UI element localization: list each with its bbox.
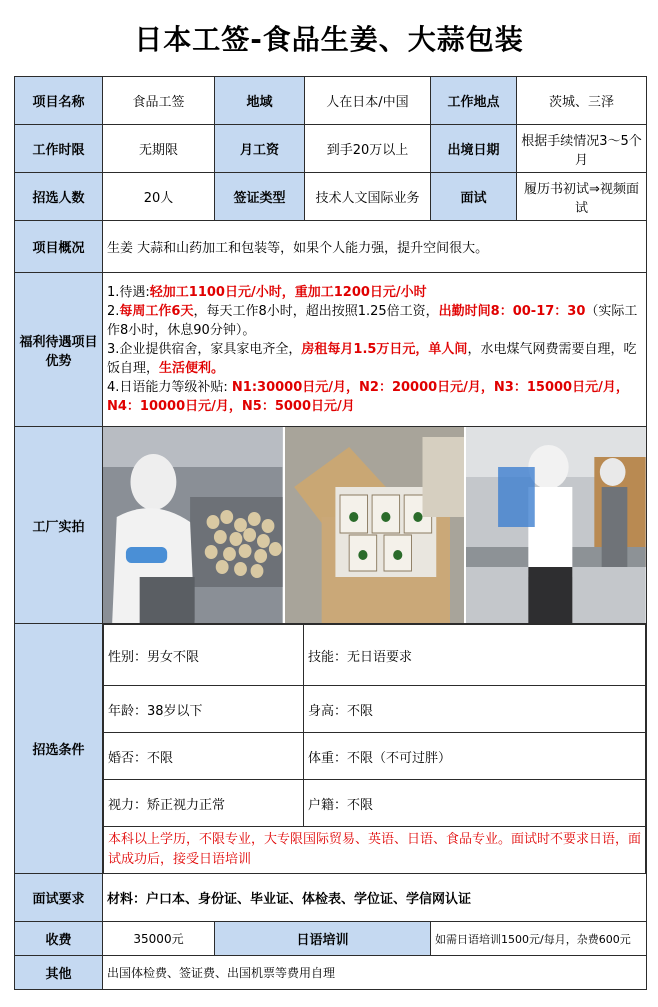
condition-weight: 体重：不限（不可过胖） (304, 733, 646, 780)
label-benefits: 福利待遇项目优势 (15, 273, 103, 427)
benefit-4-allowance: N1:30000日元/月，N2：20000日元/月，N3：15000日元/月，N4：10000日元/月，N5：5000日元/月 (107, 380, 629, 414)
value-other: 出国体检费、签证费、出国机票等费用自理 (103, 956, 647, 990)
factory-photos (103, 427, 647, 624)
label-overview: 项目概况 (15, 221, 103, 273)
benefit-2-time: 出勤时间8：00-17：30 (438, 304, 586, 319)
overview-text: 生姜 大蒜和山药加工和包装等，如果个人能力强，提升空间很大。 (103, 221, 647, 273)
benefit-3-rent: 房租每月1.5万日元，单人间 (301, 342, 468, 357)
label-factory: 工厂实拍 (15, 427, 103, 624)
row-benefits (15, 273, 647, 427)
label-fee: 收费 (15, 922, 103, 956)
page-title: 日本工签-食品生姜、大蒜包装 (134, 23, 524, 56)
label-other: 其他 (15, 956, 103, 990)
value-training: 如需日语培训1500元/每月，杂费600元 (431, 922, 647, 956)
label-headcount: 招选人数 (15, 173, 103, 221)
condition-height: 身高：不限 (304, 686, 646, 733)
benefit-4-prefix: 4.日语能力等级补贴: (107, 380, 232, 395)
row-overview (15, 221, 647, 273)
factory-photo-packing-line (466, 427, 646, 623)
value-work-period: 无期限 (103, 125, 215, 173)
benefit-3-convenient: 生活便利。 (159, 361, 225, 376)
value-headcount: 20人 (103, 173, 215, 221)
benefit-3-utilities: ，水电煤气网费需要自理，吃饭自理， (107, 342, 637, 376)
value-fee: 35000元 (103, 922, 215, 956)
label-training: 日语培训 (215, 922, 431, 956)
row-period (15, 125, 647, 173)
label-work-location: 工作地点 (431, 77, 517, 125)
condition-marriage: 婚否：不限 (104, 733, 304, 780)
conditions-grid (103, 624, 646, 873)
job-info-table (14, 76, 647, 990)
row-factory (15, 427, 647, 624)
benefit-2-hours: ，每天工作8小时，超出按照1.25倍工资， (193, 304, 439, 319)
label-interview: 面试 (431, 173, 517, 221)
label-visa-type: 签证类型 (215, 173, 305, 221)
row-interview-req (15, 874, 647, 922)
value-departure: 根据手续情况3～5个月 (517, 125, 647, 173)
benefit-3-dorm: 3.企业提供宿舍，家具家电齐全， (107, 342, 302, 357)
value-interview: 履历书初试⇒视频面试 (517, 173, 647, 221)
value-region: 人在日本/中国 (305, 77, 431, 125)
factory-photo-packed-boxes (285, 427, 467, 623)
conditions-cell (103, 624, 647, 874)
benefits-text (103, 273, 647, 427)
condition-age: 年龄：38岁以下 (104, 686, 304, 733)
benefit-1-prefix: 1.待遇: (107, 285, 150, 300)
row-conditions (15, 624, 647, 874)
row-other (15, 956, 647, 990)
benefit-2-break: （实际工作8小时，休息90分钟）。 (107, 304, 638, 338)
label-interview-req: 面试要求 (15, 874, 103, 922)
label-conditions: 招选条件 (15, 624, 103, 874)
row-headcount (15, 173, 647, 221)
value-project-name: 食品工签 (103, 77, 215, 125)
value-salary: 到手20万以上 (305, 125, 431, 173)
benefit-2-prefix: 2. (107, 304, 120, 319)
benefit-1-wage: 轻加工1100日元/小时，重加工1200日元/小时 (149, 285, 427, 300)
row-fee (15, 922, 647, 956)
condition-skill: 技能：无日语要求 (304, 625, 646, 686)
condition-education-note: 本科以上学历，不限专业，大专限国际贸易、英语、日语、食品专业。面试时不要求日语，面试成功后，接受日语培训 (104, 827, 646, 874)
value-work-location: 茨城、三泽 (517, 77, 647, 125)
row-project (15, 77, 647, 125)
label-project-name: 项目名称 (15, 77, 103, 125)
condition-vision: 视力：矫正视力正常 (104, 780, 304, 827)
benefit-2-days: 每周工作6天 (119, 304, 194, 319)
interview-materials: 材料：户口本、身份证、毕业证、体检表、学位证、学信网认证 (103, 874, 647, 922)
label-departure: 出境日期 (431, 125, 517, 173)
label-region: 地域 (215, 77, 305, 125)
label-salary: 月工资 (215, 125, 305, 173)
label-work-period: 工作时限 (15, 125, 103, 173)
factory-photo-garlic-sorting (103, 427, 285, 623)
condition-hukou: 户籍：不限 (304, 780, 646, 827)
condition-gender: 性别：男女不限 (104, 625, 304, 686)
value-visa-type: 技术人文国际业务 (305, 173, 431, 221)
